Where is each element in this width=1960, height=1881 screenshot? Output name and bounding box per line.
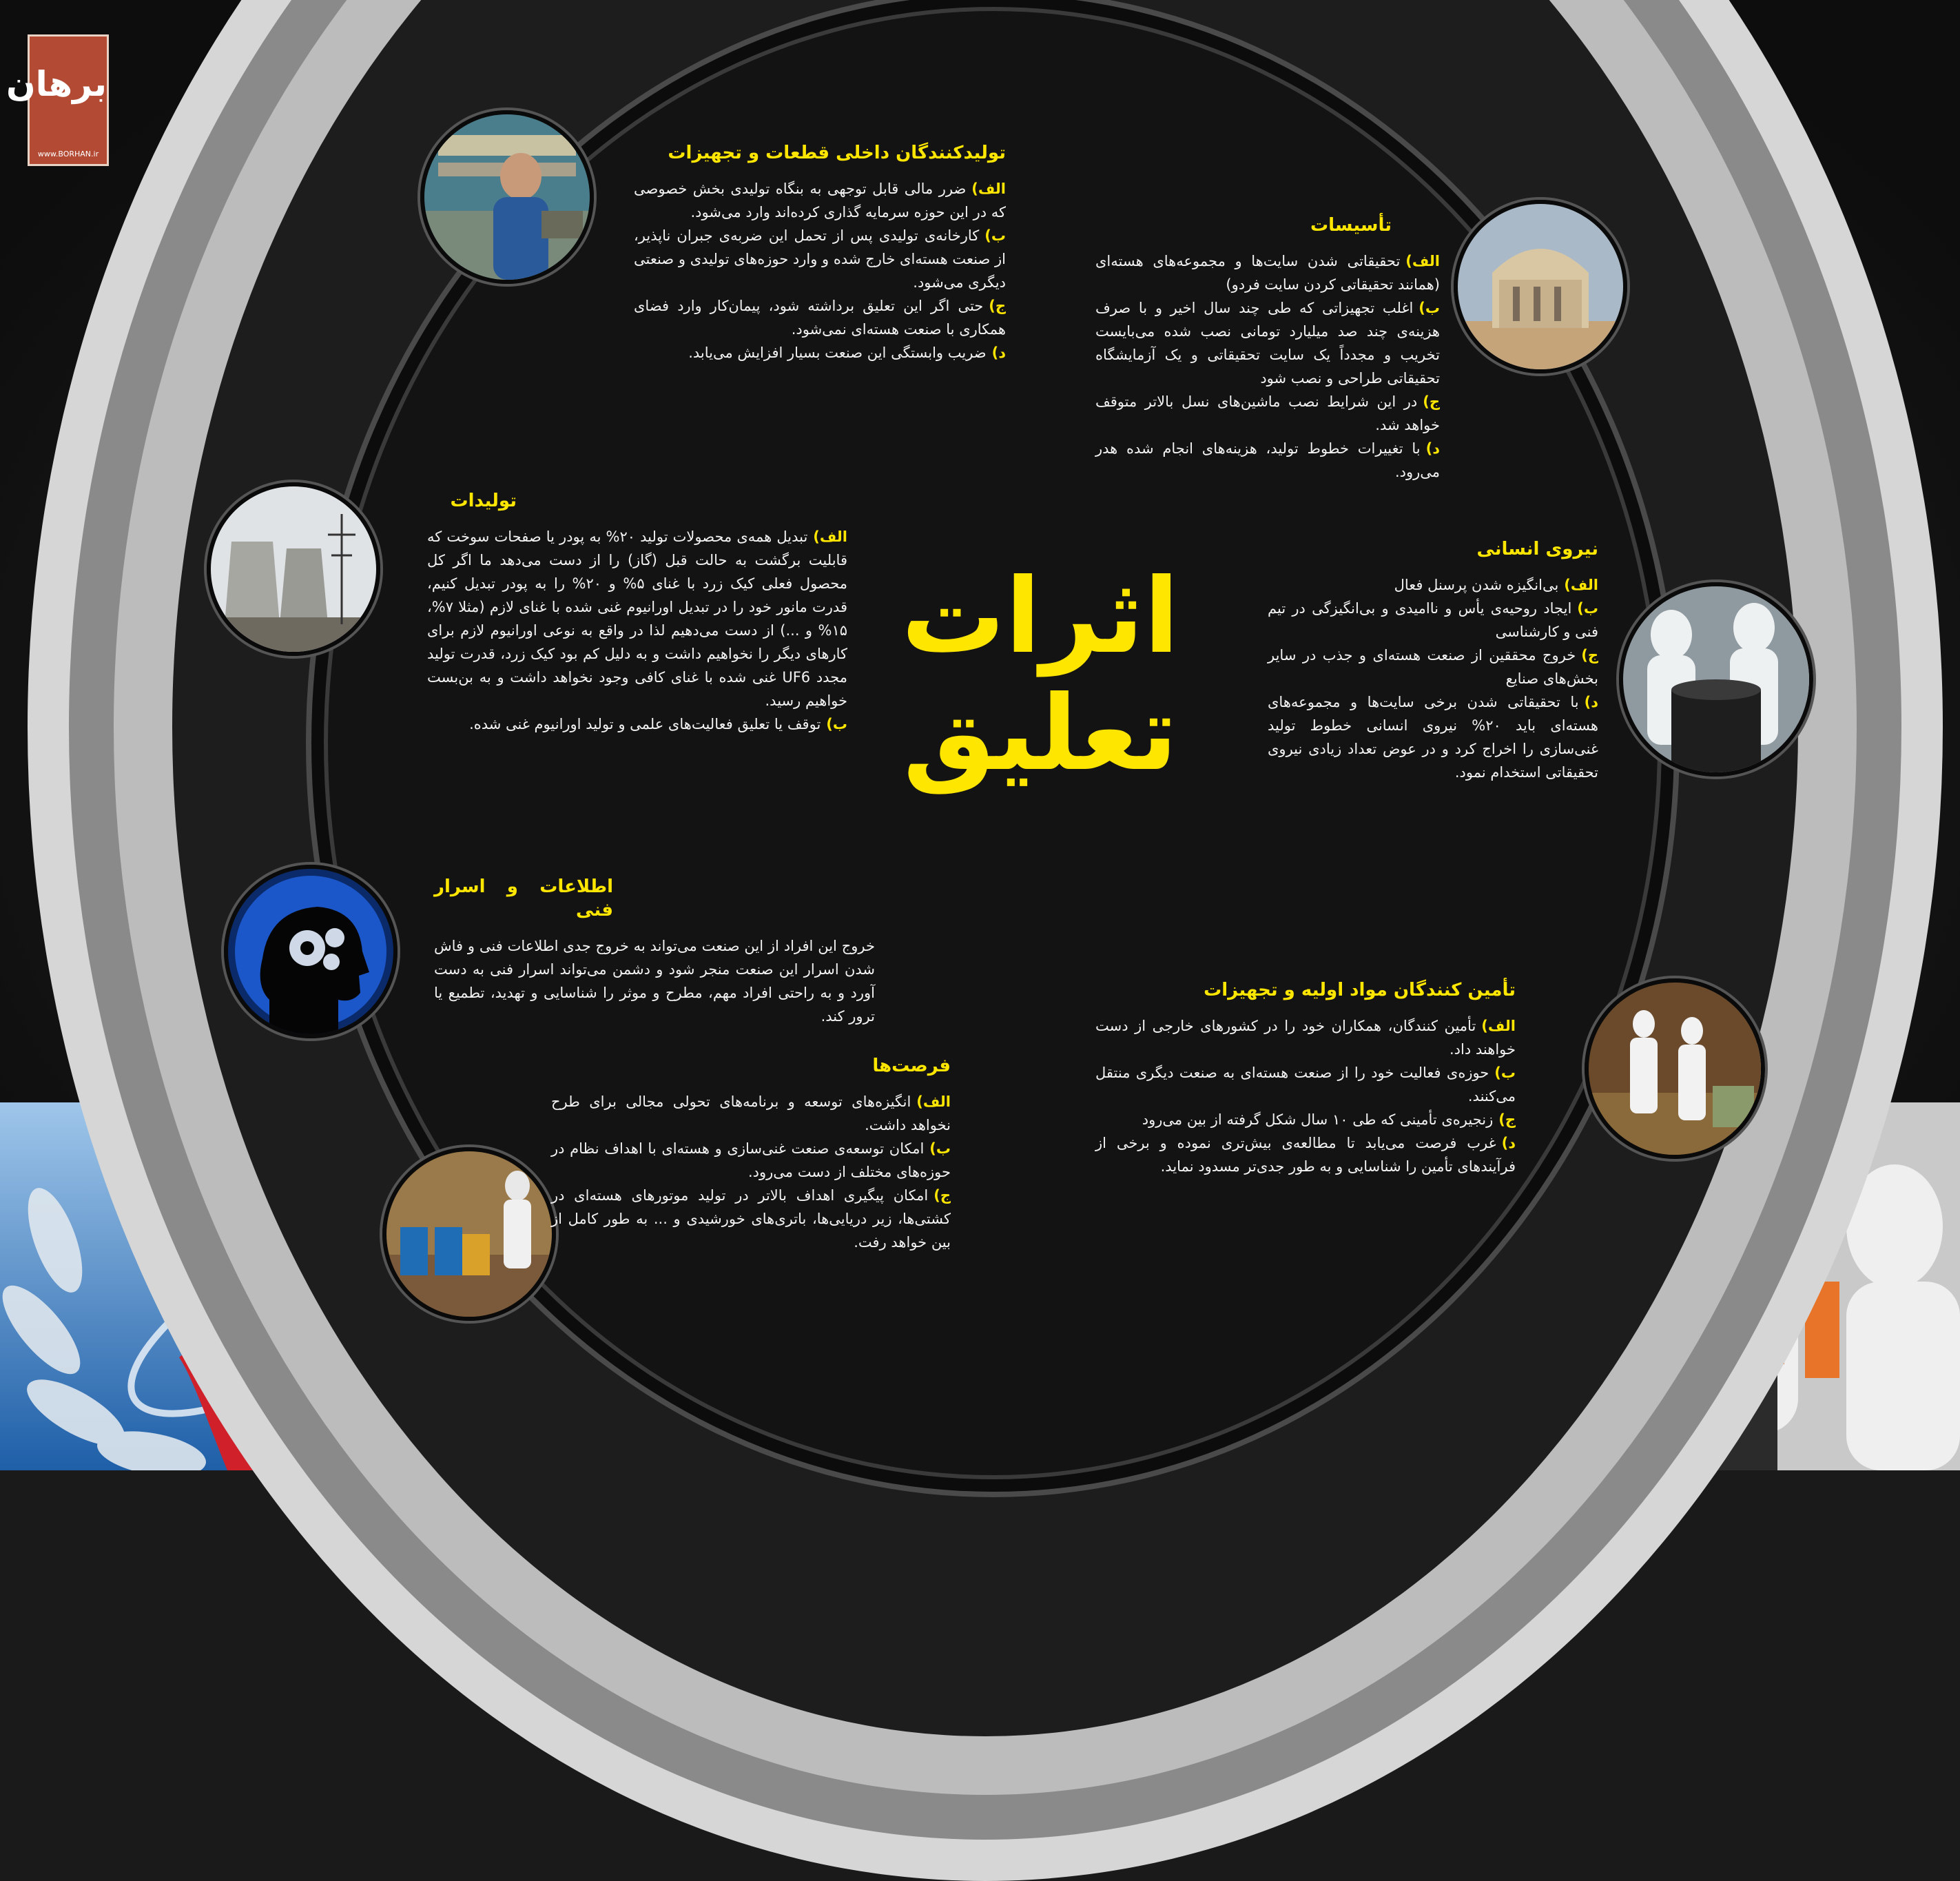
borhan-logo <box>6 34 109 166</box>
cooling-towers-photo <box>207 482 380 656</box>
section-heading: تأمین کنندگان مواد اولیه و تجهیزات <box>1204 980 1516 1000</box>
section-heading: نیروی انسانی <box>1476 539 1598 559</box>
section-heading: اطلاعات و اسرار فنی <box>434 876 613 921</box>
technicians-photo <box>1585 978 1765 1159</box>
section-facilities <box>1095 214 1440 484</box>
list-item: د)با تغییرات خطوط تولید، هزینه‌های انجام شده هدر می‌رود. <box>1095 440 1440 480</box>
list-item: ب)توقف یا تعلیق فعالیت‌های علمی و تولید اورانیوم غنی شده. <box>469 716 847 732</box>
main-title <box>896 558 1185 792</box>
list-item: ج)زنجیره‌ی تأمینی که طی ۱۰ سال شکل گرفته از بین می‌رود <box>1142 1111 1516 1128</box>
section-text: خروج این افراد از این صنعت می‌تواند به خروج جدی اطلاعات فنی و فاش شدن اسرار این صنعت منجر شود و دشمن می‌تواند اسرار فنی به دست آورد و به راحتی افراد مهم، مطرح و موثر را شناسایی و تهدید، تطمیع یا ترور کند. <box>434 938 875 1025</box>
list-item: الف)بی‌انگیزه شدن پرسنل فعال <box>1394 577 1598 593</box>
section-heading: تولیدات <box>450 491 517 511</box>
section-heading: فرصت‌ها <box>872 1056 951 1076</box>
list-item: الف)ضرر مالی قابل توجهی به بنگاه تولیدی بخش خصوصی که در این حوزه سرمایه گذاری کرده‌اند وارد می‌شود. <box>634 181 1006 220</box>
list-item: الف)تبدیل همه‌ی محصولات تولید ۲۰% به پودر یا صفحات سوخت که قابلیت برگشت به حالت قبل (گاز) را از دست می‌دهد ما اگر کل محصول فعلی کیک زرد با غنای ۵% و ۲۰% را به پودر تبدیل کنیم، قدرت مانور خود را در تبدیل اورانیوم غنی شده با غنای لازم (مثلا ۷%، ۱۵% و ...) از دست می‌دهیم لذا در واقع به نوعی اورانیوم لازم برای کارهای دیگر را نخواهیم داشت و به دلیل کم بود کیک زرد، قدرت تولید مجدد UF6 غنی شده با غنای کافی وجود نخواهد داشت و به بن‌بست خواهیم رسید. <box>427 528 848 709</box>
section-information <box>434 875 875 1028</box>
title-line-2: تعلیق <box>902 674 1178 794</box>
list-item: د)غرب فرصت می‌یابد تا مطالعه‌ی بیش‌تری نموده و برخی از فرآیندهای تأمین را شناسایی و به طور جدی‌تر مسدود نماید. <box>1095 1135 1516 1175</box>
section-suppliers <box>1095 978 1516 1178</box>
list-item: ج)در این شرایط نصب ماشین‌های نسل بالاتر متوقف خواهد شد. <box>1095 393 1440 433</box>
section-products <box>427 489 847 736</box>
logo-name: برهان <box>6 64 107 104</box>
factory-workers-photo <box>420 110 594 284</box>
list-item: ب)اغلب تجهیزاتی که طی چند سال اخیر و با صرف هزینه‌ی چند صد میلیارد تومانی نصب شده می‌بایست تخریب و مجدداً یک سایت تحقیقاتی و یک آزمایشگاه تحقیقاتی طراحی و نصب شود <box>1095 300 1440 387</box>
list-item: ب)کارخانه‌ی تولیدی پس از تحمل این ضربه‌ی جبران ناپذیر، از صنعت هسته‌ای خارج شده و وارد حوزه‌های تولیدی و صنعتی دیگری می‌شود. <box>634 227 1006 291</box>
list-item: ج)امکان پیگیری اهداف بالاتر در تولید موتورهای هسته‌ای در کشتی‌ها، زیر دریایی‌ها، باتری‌های خورشیدی و ... به طور کامل از بین خواهد رفت. <box>551 1187 951 1251</box>
list-item: الف)تحقیقاتی شدن سایت‌ها و مجموعه‌های هسته‌ای (همانند تحقیقاتی کردن سایت فردو) <box>1095 253 1440 293</box>
lab-workers-barrel-photo <box>1619 582 1813 777</box>
list-item: ب)امکان توسعه‌ی صنعت غنی‌سازی و هسته‌ای با اهداف نظام در حوزه‌های مختلف از دست می‌رود. <box>551 1140 951 1180</box>
list-item: ج)حتی اگر این تعلیق برداشته شود، پیمان‌کار وارد فضای همکاری با صنعت هسته‌ای نمی‌شود. <box>634 298 1006 338</box>
list-item: ب)ایجاد روحیه‌ی یأس و ناامیدی و بی‌انگیزگی در تیم فنی و کارشناسی <box>1268 600 1598 640</box>
title-line-1: اثرات <box>901 557 1179 677</box>
section-manufacturers <box>634 141 1006 364</box>
worker-barrels-photo <box>382 1147 556 1321</box>
section-heading: تولیدکنندگان داخلی قطعات و تجهیزات <box>668 143 1006 163</box>
list-item: ج)خروج محققین از صنعت هسته‌ای و جذب در سایر بخش‌های صنایع <box>1268 647 1598 687</box>
list-item: الف)انگیزه‌های توسعه و برنامه‌های تحولی مجالی برای طرح نخواهد داشت. <box>551 1093 951 1133</box>
section-manpower <box>1268 537 1598 784</box>
head-gears-icon <box>224 865 398 1038</box>
section-opportunities <box>551 1054 951 1254</box>
reactor-building-photo <box>1454 200 1627 373</box>
list-item: ب)حوزه‌ی فعالیت خود را از صنعت هسته‌ای به صنعت دیگری منتقل می‌کنند. <box>1095 1065 1516 1104</box>
list-item: الف)تأمین کنندگان، همکاران خود را در کشورهای خارجی از دست خواهند داد. <box>1095 1018 1516 1058</box>
logo-url: www.BORHAN.ir <box>37 150 99 158</box>
list-item: د)ضریب وابستگی این صنعت بسیار افزایش می‌یابد. <box>688 345 1006 361</box>
list-item: د)با تحقیقاتی شدن برخی سایت‌ها و مجموعه‌های هسته‌ای باید ۲۰% نیروی انسانی خطوط تولید غنی‌سازی را اخراج کرد و در عوض تعداد زیادی نیروی تحقیقاتی استخدام نمود. <box>1268 694 1599 781</box>
section-heading: تأسیسات <box>1310 215 1392 236</box>
